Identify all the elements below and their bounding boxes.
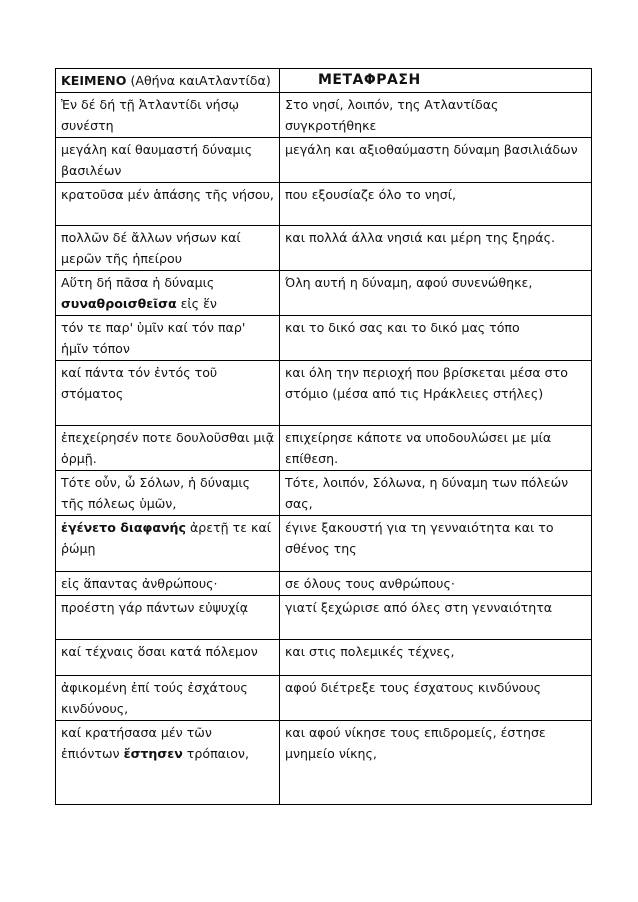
table-row	[56, 595, 592, 639]
table-row	[56, 720, 592, 804]
ancient-text-cell: ἀφικομένη ἐπί τούς ἐσχάτους κινδύνους,	[56, 675, 280, 720]
table-row	[56, 92, 592, 137]
ancient-text-cell: Ἐν δέ δή τῇ Ἀτλαντίδι νήσῳ συνέστη	[56, 92, 280, 137]
header-title: (Αθήνα καιΑτλαντίδα)	[126, 73, 271, 88]
table-row	[56, 639, 592, 675]
translation-cell: Όλη αυτή η δύναμη, αφού συνενώθηκε,	[280, 270, 592, 315]
header-keyword: ΚΕΙΜΕΝΟ	[61, 73, 127, 88]
translation-table	[55, 68, 592, 805]
bold-word: συναθροισθεῖσα	[61, 296, 177, 311]
ancient-text-cell: μεγάλη καί θαυμαστή δύναμις βασιλέων	[56, 137, 280, 182]
ancient-text-cell: εἰς ἅπαντας ἀνθρώπους·	[56, 571, 280, 595]
ancient-text-cell: ἐγένετο διαφανής ἀρετῇ τε καί ῥώμῃ	[56, 515, 280, 571]
ancient-text-cell: κρατοῦσα μέν ἁπάσης τῆς νήσου,	[56, 182, 280, 225]
table-row	[56, 270, 592, 315]
header-row	[56, 69, 592, 93]
table-row	[56, 470, 592, 515]
translation-cell: επιχείρησε κάποτε να υποδουλώσει με μία επίθεση.	[280, 425, 592, 470]
translation-cell: και το δικό σας και το δικό μας τόπο	[280, 315, 592, 360]
translation-cell: και στις πολεμικές τέχνες,	[280, 639, 592, 675]
table-row	[56, 675, 592, 720]
ancient-text-cell: Αὕτη δή πᾶσα ἡ δύναμις συναθροισθεῖσα εἰς ἕν	[56, 270, 280, 315]
translation-cell: μεγάλη και αξιοθαύμαστη δύναμη βασιλιάδων	[280, 137, 592, 182]
bold-word: ἐγένετο διαφανής	[61, 519, 186, 535]
translation-cell: έγινε ξακουστή για τη γενναιότητα και το σθένος της	[280, 515, 592, 571]
ancient-text-cell: ἐπεχείρησέν ποτε δουλοῦσθαι μιᾷ ὁρμῇ.	[56, 425, 280, 470]
header-translation-cell: ΜΕΤΑΦΡΑΣΗ	[280, 69, 592, 93]
table-row	[56, 360, 592, 425]
translation-cell: αφού διέτρεξε τους έσχατους κινδύνους	[280, 675, 592, 720]
translation-cell: και πολλά άλλα νησιά και μέρη της ξηράς.	[280, 225, 592, 270]
translation-cell: σε όλους τους ανθρώπους·	[280, 571, 592, 595]
translation-cell: και αφού νίκησε τους επιδρομείς, έστησε μνημείο νίκης,	[280, 720, 592, 804]
ancient-text-cell: καί κρατήσασα μέν τῶν ἐπιόντων ἔστησεν τρόπαιον,	[56, 720, 280, 804]
ancient-text-cell: τόν τε παρ' ὑμῖν καί τόν παρ' ἡμῖν τόπον	[56, 315, 280, 360]
bold-word: ἔστησεν	[123, 746, 183, 761]
translation-cell: Τότε, λοιπόν, Σόλωνα, η δύναμη των πόλεών σας,	[280, 470, 592, 515]
table-row	[56, 182, 592, 225]
ancient-text-cell: πολλῶν δέ ἄλλων νήσων καί μερῶν τῆς ἠπείρου	[56, 225, 280, 270]
table-row	[56, 315, 592, 360]
header-text-cell	[56, 69, 280, 93]
table-row	[56, 571, 592, 595]
translation-cell: γιατί ξεχώρισε από όλες στη γενναιότητα	[280, 595, 592, 639]
ancient-text-cell: καί πάντα τόν ἐντός τοῦ στόματος	[56, 360, 280, 425]
table-row	[56, 137, 592, 182]
translation-cell: που εξουσίαζε όλο το νησί,	[280, 182, 592, 225]
ancient-text-cell: Τότε οὖν, ὦ Σόλων, ἡ δύναμις τῆς πόλεως ὑμῶν,	[56, 470, 280, 515]
translation-cell: και όλη την περιοχή που βρίσκεται μέσα στο στόμιο (μέσα από τις Ηράκλειες στήλες)	[280, 360, 592, 425]
table-row	[56, 425, 592, 470]
ancient-text-cell: προέστη γάρ πάντων εὐψυχίᾳ	[56, 595, 280, 639]
table-row	[56, 515, 592, 571]
translation-cell: Στο νησί, λοιπόν, της Ατλαντίδας συγκροτήθηκε	[280, 92, 592, 137]
ancient-text-cell: καί τέχναις ὅσαι κατά πόλεμον	[56, 639, 280, 675]
table-row	[56, 225, 592, 270]
